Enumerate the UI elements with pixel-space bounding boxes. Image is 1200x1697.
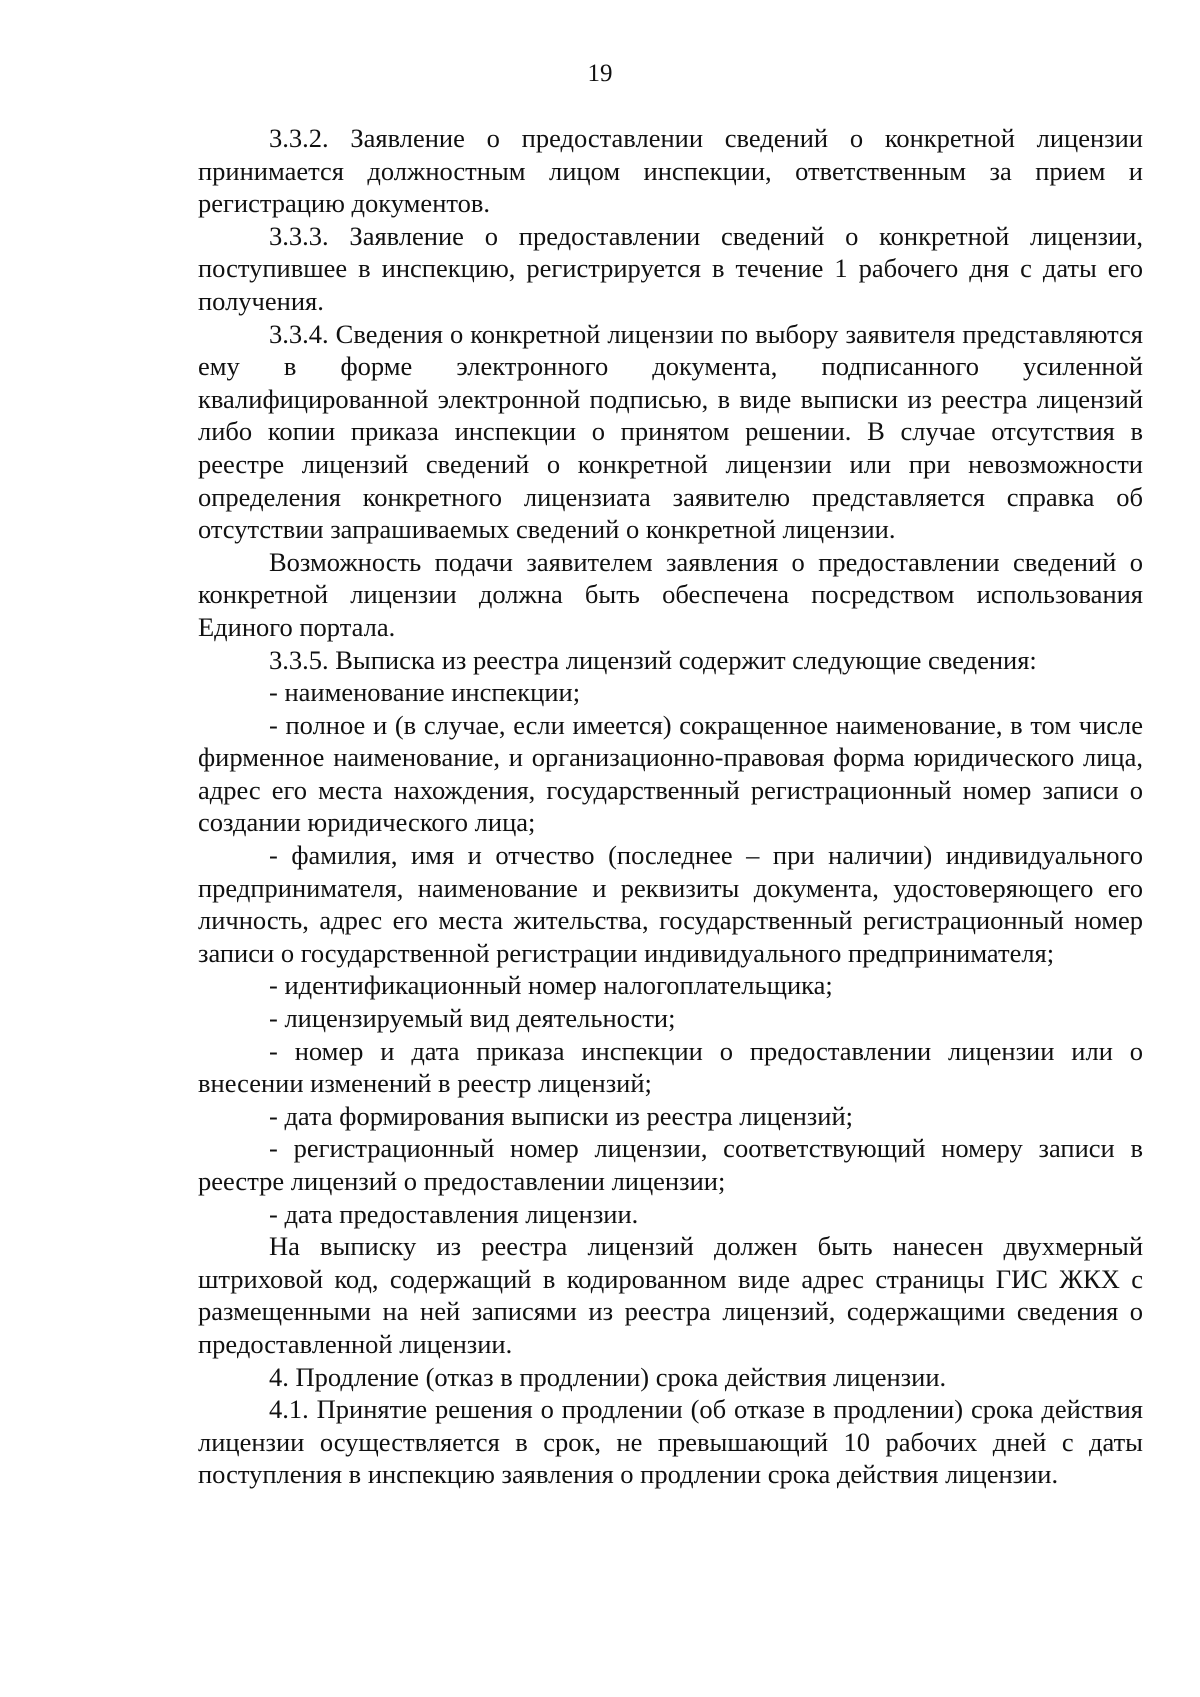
paragraph-4-1: 4.1. Принятие решения о продлении (об отказе в продлении) срока действия лицензии осуществляется в срок, не превышающий 10 рабочих дней с даты поступления в инспекцию заявления о продлении срока действия лицензии.	[198, 1394, 1143, 1490]
list-item-entrepreneur: - фамилия, имя и отчество (последнее – при наличии) индивидуального предпринимателя, наименование и реквизиты документа, удостоверяющего его личность, адрес его места жительства, государственный регистрационный номер записи о государственной регистрации индивидуального предпринимателя;	[198, 840, 1143, 968]
paragraph-3-3-2: 3.3.2. Заявление о предоставлении сведений о конкретной лицензии принимается должностным лицом инспекции, ответственным за прием и регистрацию документов.	[198, 123, 1143, 219]
paragraph-3-3-4: 3.3.4. Сведения о конкретной лицензии по выбору заявителя представляются ему в форме электронного документа, подписанного усиленной квалифицированной электронной подписью, в виде выписки из реестра лицензий либо копии приказа инспекции о принятом решении. В случае отсутствия в реестре лицензий сведений о конкретной лицензии или при невозможности определения конкретного лицензиата заявителю представляется справка об отсутствии запрашиваемых сведений о конкретной лицензии.	[198, 318, 1143, 545]
list-item-activity: - лицензируемый вид деятельности;	[269, 1003, 676, 1034]
section-4-heading: 4. Продление (отказ в продлении) срока действия лицензии.	[269, 1361, 947, 1392]
paragraph-portal: Возможность подачи заявителем заявления о предоставлении сведений о конкретной лицензии должна быть обеспечена посредством использования Единого портала.	[198, 546, 1143, 642]
document-body	[198, 122, 1143, 1491]
list-item-license-number: - регистрационный номер лицензии, соответствующий номеру записи в реестре лицензий о предоставлении лицензии;	[198, 1133, 1143, 1196]
paragraph-3-3-3: 3.3.3. Заявление о предоставлении сведений о конкретной лицензии, поступившее в инспекцию, регистрируется в течение 1 рабочего дня с даты его получения.	[198, 220, 1143, 316]
list-item-legal-entity: - полное и (в случае, если имеется) сокращенное наименование, в том числе фирменное наименование, и организационно-правовая форма юридического лица, адрес его места нахождения, государственный регистрационный номер записи о создании юридического лица;	[198, 709, 1143, 838]
list-item-extract-date: - дата формирования выписки из реестра лицензий;	[269, 1100, 853, 1131]
list-item-inspection-name: - наименование инспекции;	[269, 677, 581, 708]
list-item-inn: - идентификационный номер налогоплательщика;	[269, 970, 833, 1001]
list-item-order: - номер и дата приказа инспекции о предоставлении лицензии или о внесении изменений в реестр лицензий;	[198, 1035, 1143, 1099]
paragraph-3-3-5: 3.3.5. Выписка из реестра лицензий содержит следующие сведения:	[269, 644, 1037, 675]
list-item-license-date: - дата предоставления лицензии.	[269, 1198, 639, 1229]
page-number: 19	[587, 60, 613, 87]
paragraph-barcode: На выписку из реестра лицензий должен быть нанесен двухмерный штриховой код, содержащий в кодированном виде адрес страницы ГИС ЖКХ с размещенными на ней записями из реестра лицензий, содержащими сведения о предоставленной лицензии.	[198, 1231, 1143, 1359]
